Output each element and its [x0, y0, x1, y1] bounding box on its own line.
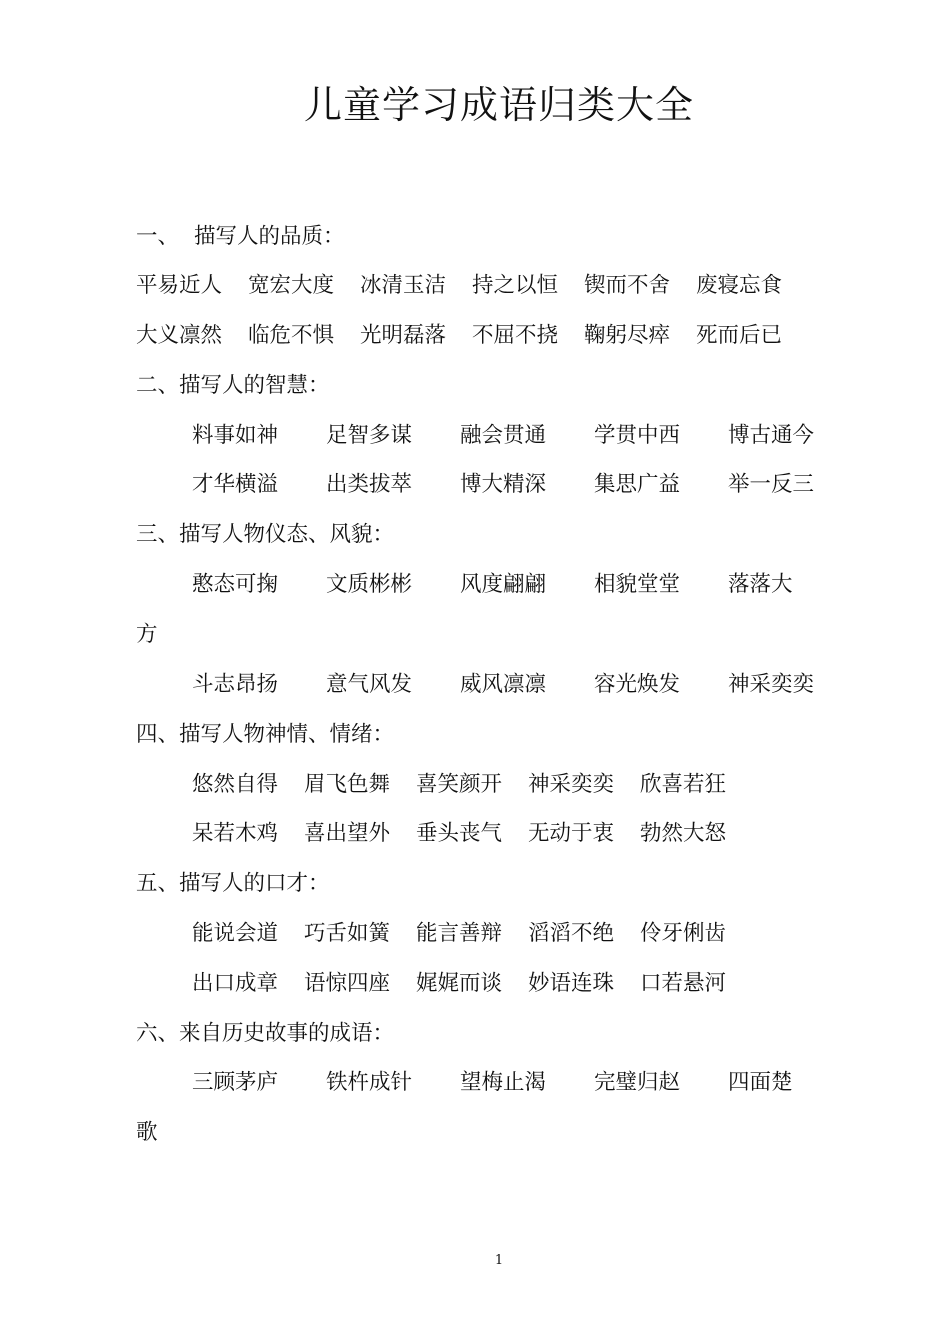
- idiom: 神采奕奕: [528, 772, 615, 797]
- idiom: 废寝忘食: [696, 273, 783, 298]
- section-heading-5: 五、描写人的口才：: [136, 871, 330, 896]
- idiom: 能言善辩: [416, 921, 503, 946]
- idiom: 三顾茅庐: [192, 1070, 279, 1095]
- idiom: 能说会道: [192, 921, 279, 946]
- section-heading-4: 四、描写人物神情、情绪：: [136, 722, 395, 747]
- idiom-row: [192, 574, 862, 596]
- idiom-row: [192, 474, 862, 496]
- idiom: 呆若木鸡: [192, 821, 279, 846]
- idiom: 神采奕奕: [728, 672, 815, 697]
- idiom: 死而后已: [696, 323, 783, 348]
- idiom: 喜笑颜开: [416, 772, 503, 797]
- section-heading-text: 描写人的品质：: [194, 224, 345, 249]
- idiom: 学贯中西: [594, 423, 681, 448]
- idiom: 铁杵成针: [326, 1070, 413, 1095]
- idiom: 临危不惧: [248, 323, 335, 348]
- idiom-row: [192, 674, 862, 696]
- idiom: 悠然自得: [192, 772, 279, 797]
- idiom: 出类拔萃: [326, 472, 413, 497]
- section-heading-1: [136, 226, 345, 248]
- idiom: 文质彬彬: [326, 572, 413, 597]
- idiom-row: [192, 425, 862, 447]
- wrapped-character: 歌: [136, 1120, 158, 1145]
- idiom: 博古通今: [728, 423, 815, 448]
- idiom-row: [192, 823, 752, 845]
- idiom: 威风凛凛: [460, 672, 547, 697]
- idiom: 容光焕发: [594, 672, 681, 697]
- idiom: 意气风发: [326, 672, 413, 697]
- section-heading-2: 二、描写人的智慧：: [136, 373, 330, 398]
- idiom: 冰清玉洁: [360, 273, 447, 298]
- section-heading-3: 三、描写人物仪态、风貌：: [136, 522, 395, 547]
- idiom-row: [192, 923, 752, 945]
- idiom: 出口成章: [192, 971, 279, 996]
- idiom: 博大精深: [460, 472, 547, 497]
- idiom: 望梅止渴: [460, 1070, 547, 1095]
- idiom: 斗志昂扬: [192, 672, 279, 697]
- idiom: 勃然大怒: [640, 821, 727, 846]
- section-heading-6: 六、来自历史故事的成语：: [136, 1021, 395, 1046]
- idiom-row: [192, 1072, 862, 1094]
- idiom: 妙语连珠: [528, 971, 615, 996]
- idiom: 举一反三: [728, 472, 815, 497]
- idiom: 落落大: [728, 572, 793, 597]
- idiom: 鞠躬尽瘁: [584, 323, 671, 348]
- idiom: 才华横溢: [192, 472, 279, 497]
- idiom: 足智多谋: [326, 423, 413, 448]
- idiom: 口若悬河: [640, 971, 727, 996]
- idiom: 眉飞色舞: [304, 772, 391, 797]
- idiom: 四面楚: [728, 1070, 793, 1095]
- idiom: 垂头丧气: [416, 821, 503, 846]
- idiom: 巧舌如簧: [304, 921, 391, 946]
- idiom: 宽宏大度: [248, 273, 335, 298]
- idiom-row: [136, 325, 808, 347]
- idiom: 平易近人: [136, 273, 223, 298]
- idiom: 无动于衷: [528, 821, 615, 846]
- idiom: 料事如神: [192, 423, 279, 448]
- idiom: 喜出望外: [304, 821, 391, 846]
- idiom: 集思广益: [594, 472, 681, 497]
- idiom-row: [136, 275, 808, 297]
- idiom: 持之以恒: [472, 273, 559, 298]
- idiom-row: [192, 774, 752, 796]
- idiom: 语惊四座: [304, 971, 391, 996]
- idiom: 融会贯通: [460, 423, 547, 448]
- idiom: 相貌堂堂: [594, 572, 681, 597]
- idiom: 不屈不挠: [472, 323, 559, 348]
- idiom: 憨态可掬: [192, 572, 279, 597]
- idiom: 滔滔不绝: [528, 921, 615, 946]
- idiom: 风度翩翩: [460, 572, 547, 597]
- idiom: 锲而不舍: [584, 273, 671, 298]
- idiom: 大义凛然: [136, 323, 223, 348]
- document-title: 儿童学习成语归类大全: [303, 83, 694, 127]
- idiom: 完璧归赵: [594, 1070, 681, 1095]
- idiom: 娓娓而谈: [416, 971, 503, 996]
- page-number: 1: [494, 1253, 504, 1268]
- idiom-row: [192, 973, 752, 995]
- idiom: 伶牙俐齿: [640, 921, 727, 946]
- idiom: 欣喜若狂: [640, 772, 727, 797]
- wrapped-character: 方: [136, 622, 158, 647]
- section-number: 一、: [136, 224, 180, 249]
- idiom: 光明磊落: [360, 323, 447, 348]
